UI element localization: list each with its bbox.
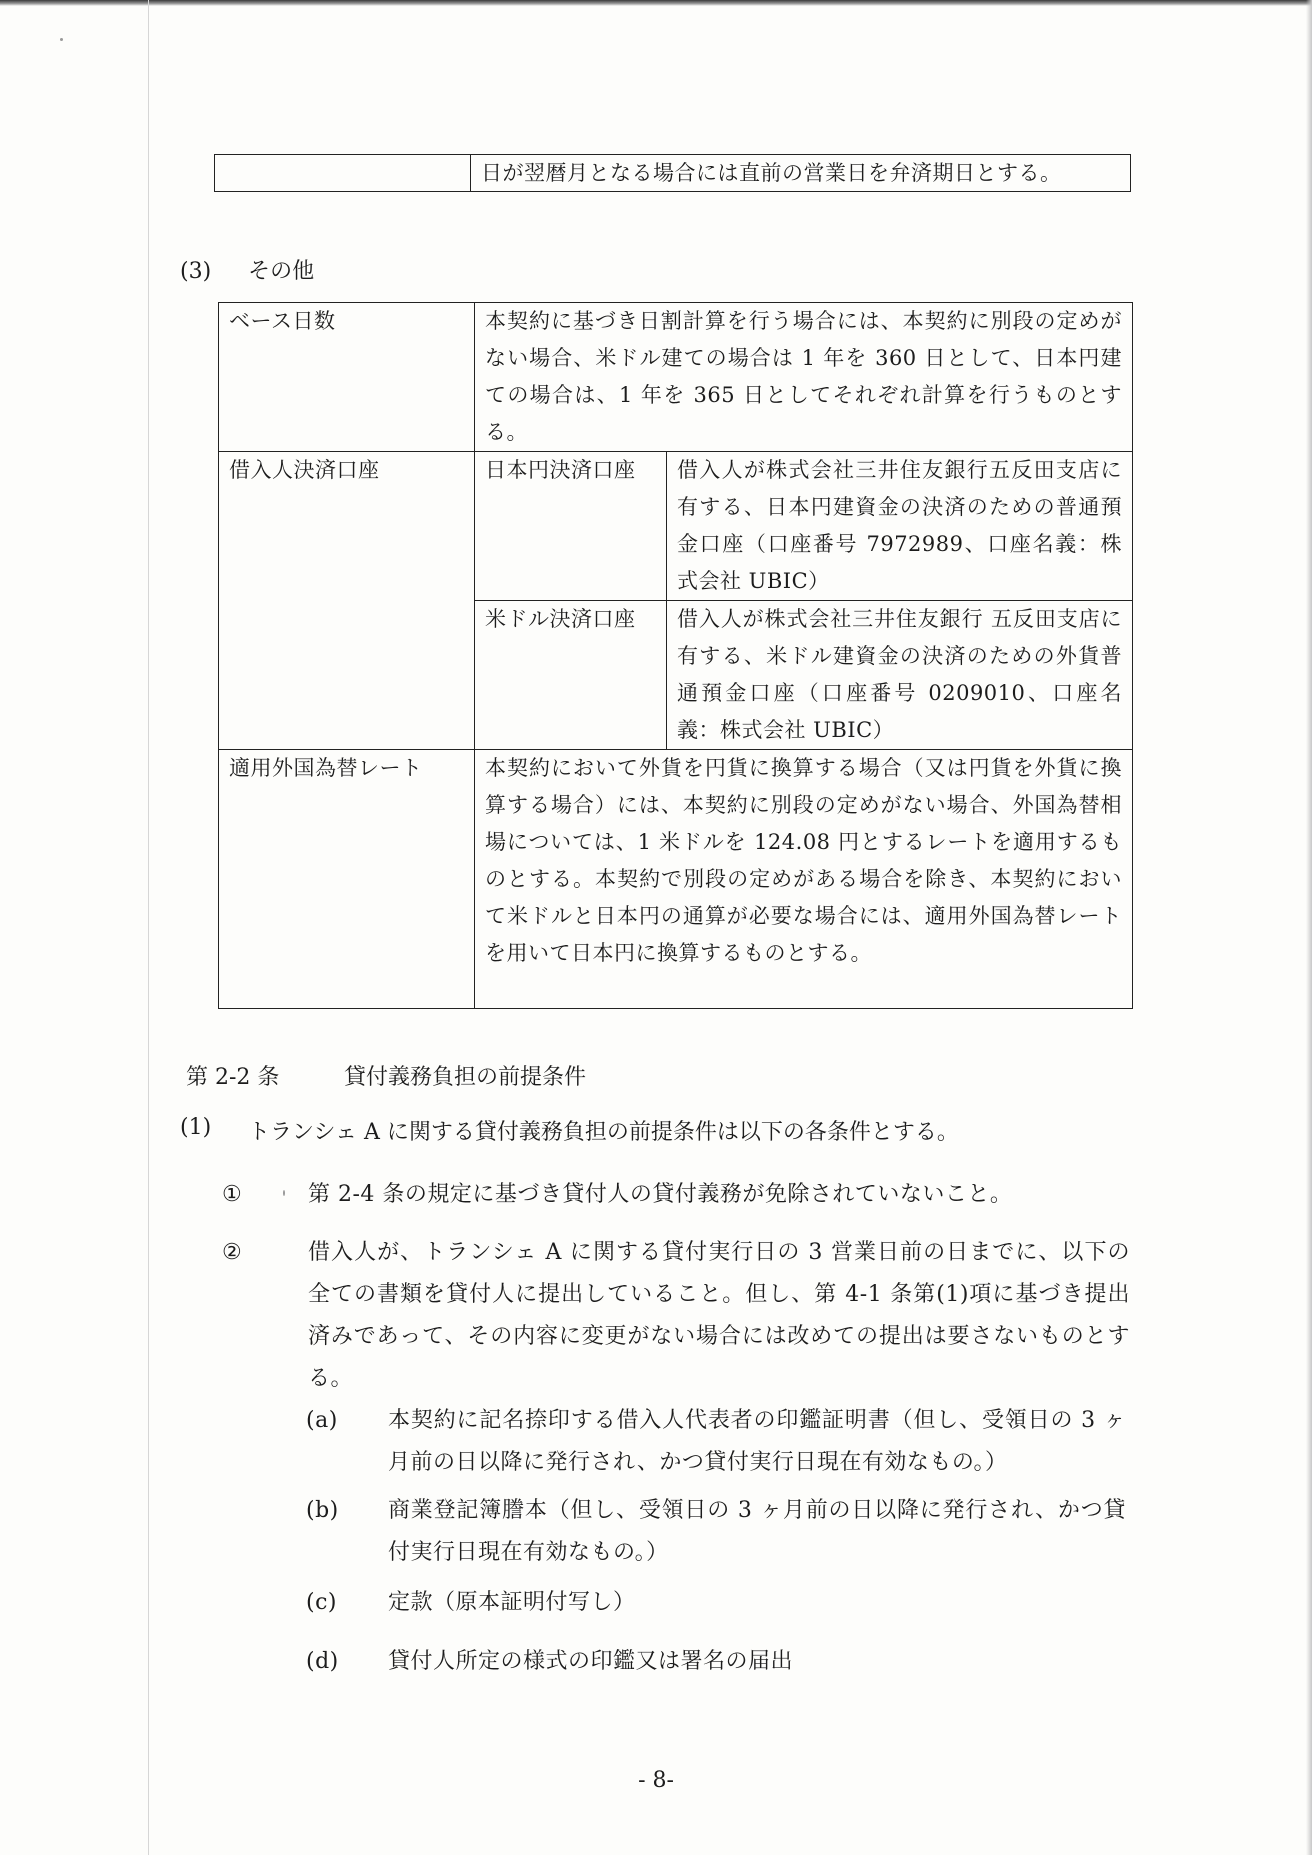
base-days-label: ベース日数 [219,303,475,452]
sub-item-mark: (b) [306,1498,339,1523]
section-label: その他 [248,259,315,284]
jpy-account-label: 日本円決済口座 [475,452,667,601]
item-text: 借入人が、トランシェ A に関する貸付実行日の 3 営業日前の日までに、以下の全ての書類を貸付人に提出していること。但し、第 4-1 条第(1)項に基づき提出済みであって、その内容に変更がない場合には改めての提出は要さないものとする。 [308,1240,1130,1391]
table-cell-left [215,155,471,192]
sub-item-text: 定款（原本証明付写し） [388,1590,636,1615]
base-days-text: 本契約に基づき日割計算を行う場合には、本契約に別段の定めがない場合、米ドル建ての場合は 1 年を 360 日として、日本円建ての場合は、1 年を 365 日としてそれぞれ計算を行うものとする。 [475,303,1133,452]
table-row-jpy-account [219,452,1133,601]
table-row-fx-rate [219,750,1133,1009]
fx-rate-text: 本契約において外貨を円貨に換算する場合（又は円貨を外貨に換算する場合）には、本契約に別段の定めがない場合、外国為替相場については、1 米ドルを 124.08 円とするレートを適用するものとする。本契約で別段の定めがある場合を除き、本契約において米ドルと日本円の通算が必要な場合には、適用外国為替レートを用いて日本円に換算するものとする。 [475,750,1133,1009]
sub-item-mark: (c) [306,1590,337,1615]
item-mark: ① [222,1182,243,1207]
paragraph-number: (1) [180,1115,212,1140]
page-number: - 8- [638,1768,674,1793]
item-text: 第 2-4 条の規定に基づき貸付人の貸付義務が免除されていないこと。 [308,1182,1013,1207]
table-row [215,155,1131,192]
item-mark: ② [222,1240,243,1265]
paragraph-text: トランシェ A に関する貸付義務負担の前提条件は以下の各条件とする。 [248,1120,959,1145]
scan-left-margin-line [148,0,149,1855]
section-number: (3) [180,259,212,284]
sub-item-mark: (a) [306,1408,338,1433]
repayment-table-continuation [214,154,1131,192]
fx-rate-label: 適用外国為替レート [219,750,475,1009]
usd-account-text: 借入人が株式会社三井住友銀行 五反田支店に有する、米ドル建資金の決済のための外貨普通預金口座（口座番号 0209010、口座名義：株式会社 UBIC） [667,601,1133,750]
section-3-heading [180,254,314,285]
sub-item-text: 商業登記簿謄本（但し、受領日の 3 ヶ月前の日以降に発行され、かつ貸付実行日現在有効なもの。） [388,1498,1126,1565]
table-row-base-days [219,303,1133,452]
sub-item-text: 本契約に記名捺印する借入人代表者の印鑑証明書（但し、受領日の 3 ヶ月前の日以降に発行され、かつ貸付実行日現在有効なもの。） [388,1408,1126,1475]
settlement-account-label: 借入人決済口座 [219,452,475,750]
sub-item-text: 貸付人所定の様式の印鑑又は署名の届出 [388,1649,794,1674]
usd-account-label: 米ドル決済口座 [475,601,667,750]
other-terms-table [218,302,1133,1009]
article-number: 第 2-2 条 [186,1065,280,1090]
jpy-account-text: 借入人が株式会社三井住友銀行五反田支店に有する、日本円建資金の決済のための普通預金口座（口座番号 7972989、口座名義：株式会社 UBIC） [667,452,1133,601]
scan-right-edge [1306,0,1312,1855]
sub-item-mark: (d) [306,1649,339,1674]
scan-top-edge [0,0,1312,6]
article-title: 貸付義務負担の前提条件 [344,1065,587,1090]
scan-speck [283,1190,285,1196]
scan-speck [60,38,63,41]
table-cell-right: 日が翌暦月となる場合には直前の営業日を弁済期日とする。 [471,155,1131,192]
article-heading [186,1060,587,1091]
